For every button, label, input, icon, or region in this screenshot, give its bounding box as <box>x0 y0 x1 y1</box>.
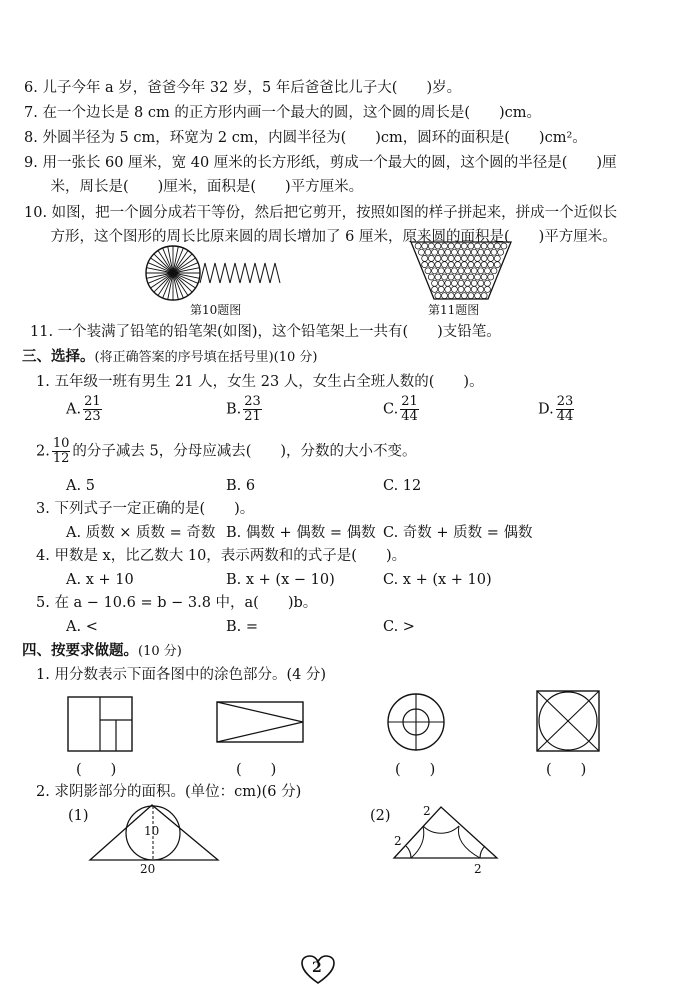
pencil-end <box>488 243 494 249</box>
pencil-end <box>448 293 454 299</box>
pencil-end <box>458 249 464 255</box>
answer-paren-4[interactable]: ( ) <box>546 762 587 778</box>
option-label: D. <box>538 401 554 418</box>
pencil-end <box>451 280 457 286</box>
choice-5-option-c: C. > <box>383 619 415 635</box>
pencil-end <box>491 268 497 274</box>
choice-2-option-b: B. 6 <box>226 478 256 494</box>
pencil-end <box>428 243 434 249</box>
pencil-end <box>425 268 431 274</box>
figure-11-pencil-holder <box>410 240 512 300</box>
figure-2-right-label: 2 <box>474 862 482 876</box>
numerator: 21 <box>401 394 418 409</box>
pencil-end <box>494 255 500 261</box>
pencil-end <box>498 249 504 255</box>
pencil-end <box>422 262 428 268</box>
pencil-end <box>438 249 444 255</box>
choice-5-option-a: A. < <box>66 619 98 635</box>
pencil-end <box>481 243 487 249</box>
pencil-end <box>484 286 490 292</box>
pencil-end <box>491 249 497 255</box>
section-3-note: (将正确答案的序号填在括号里)(10 分) <box>94 350 318 365</box>
question-10-line2: 方形，这个图形的周长比原来圆的周长增加了 6 厘米，原来圆的面积是( )平方厘米。 <box>36 229 617 245</box>
pencil-end <box>461 255 467 261</box>
pencil-end <box>465 249 471 255</box>
pencil-end <box>442 293 448 299</box>
pencil-end <box>445 280 451 286</box>
pencil-end <box>478 280 484 286</box>
pencil-end <box>475 255 481 261</box>
pencil-end <box>481 262 487 268</box>
choice-4-question: 4. 甲数是 x，比乙数大 10，表示两数和的式子是( )。 <box>36 548 407 564</box>
sector-strip <box>200 263 280 283</box>
choice-3-option-c: C. 奇数 + 质数 = 偶数 <box>383 525 533 541</box>
task-2-prompt: 2. 求阴影部分的面积。(单位：cm)(6 分) <box>36 784 302 800</box>
pencil-end <box>435 255 441 261</box>
option-label: C. <box>383 401 399 418</box>
choice-2-option-c: C. 12 <box>383 478 422 494</box>
figure-2-top-label: 2 <box>423 804 431 818</box>
section-4-heading <box>22 641 182 662</box>
pencil-end <box>435 243 441 249</box>
answer-paren-1[interactable]: ( ) <box>76 762 117 778</box>
pencil-end <box>428 255 434 261</box>
pencil-end <box>478 249 484 255</box>
choice-2-question <box>36 437 417 466</box>
pencil-end <box>471 280 477 286</box>
pencil-end <box>458 268 464 274</box>
choice-1-option-a <box>66 395 104 424</box>
pencil-end <box>484 268 490 274</box>
figure-10-caption: 第10题图 <box>190 303 242 317</box>
pencil-end <box>465 286 471 292</box>
pencil-end <box>481 274 487 280</box>
pencil-end <box>442 255 448 261</box>
pencil-end <box>442 262 448 268</box>
pencil-end <box>435 274 441 280</box>
pencil-end <box>432 280 438 286</box>
figure-2-left-label: 2 <box>394 834 402 848</box>
pencil-end <box>435 262 441 268</box>
pencil-end <box>428 274 434 280</box>
pencil-end <box>435 293 441 299</box>
pencil-end <box>471 249 477 255</box>
pencil-end <box>461 274 467 280</box>
choice-1-option-c <box>383 395 421 424</box>
pencil-end <box>484 280 490 286</box>
question-number: 2. <box>36 443 50 460</box>
pencil-end <box>465 280 471 286</box>
pencil-end <box>425 249 431 255</box>
pencil-end <box>475 262 481 268</box>
pencil-end <box>428 262 434 268</box>
pencil-end <box>488 262 494 268</box>
choice-5-option-b: B. = <box>226 619 259 635</box>
choice-3-option-a: A. 质数 × 质数 = 奇数 <box>66 525 216 541</box>
denominator: 12 <box>52 451 70 466</box>
choice-4-option-b: B. x + (x − 10) <box>226 572 335 588</box>
choice-4-option-a: A. x + 10 <box>66 572 134 588</box>
pencil-end <box>481 293 487 299</box>
pencil-end <box>468 293 474 299</box>
pencil-end <box>468 243 474 249</box>
pencil-end <box>461 243 467 249</box>
pencil-end <box>475 243 481 249</box>
choice-4-option-c: C. x + (x + 10) <box>383 572 492 588</box>
numerator: 23 <box>244 394 261 409</box>
pencil-end <box>451 249 457 255</box>
question-10-line1: 10. 如图，把一个圆分成若干等份，然后把它剪开，按照如图的样子拼起来，拼成一个近似长 <box>24 205 618 221</box>
section-3-heading <box>22 347 317 368</box>
pencil-end <box>455 262 461 268</box>
pencil-end <box>438 268 444 274</box>
fraction-figure-concentric-circles <box>386 692 446 752</box>
task-1-prompt: 1. 用分数表示下面各图中的涂色部分。(4 分) <box>36 667 327 683</box>
pencil-end <box>445 286 451 292</box>
pencil-end <box>478 286 484 292</box>
pencil-end <box>455 293 461 299</box>
figure-1-base-label: 20 <box>140 862 156 876</box>
pencil-end <box>448 274 454 280</box>
pencil-end <box>481 255 487 261</box>
pencil-end <box>455 243 461 249</box>
section-3-title: 三、选择。 <box>22 348 95 365</box>
pencil-end <box>445 249 451 255</box>
numerator: 21 <box>84 394 101 409</box>
pencil-end <box>468 255 474 261</box>
numerator: 10 <box>52 436 70 451</box>
pencil-end <box>422 243 428 249</box>
shaded-figure-2-triangle-arcs <box>393 806 499 860</box>
figure-1-height-label: 10 <box>144 824 160 838</box>
pencil-end <box>488 274 494 280</box>
numerator: 23 <box>556 394 574 409</box>
answer-paren-2[interactable]: ( ) <box>236 762 277 778</box>
pencil-end <box>484 249 490 255</box>
figure-2-label: (2) <box>370 808 391 824</box>
pencil-end <box>415 243 421 249</box>
pencil-end <box>468 262 474 268</box>
pencil-end <box>468 274 474 280</box>
pencil-end <box>461 293 467 299</box>
pencil-end <box>438 286 444 292</box>
pencil-end <box>488 255 494 261</box>
denominator: 44 <box>401 409 418 424</box>
question-6: 6. 儿子今年 a 岁，爸爸今年 32 岁，5 年后爸爸比儿子大( )岁。 <box>24 80 462 96</box>
pencil-end <box>442 274 448 280</box>
pencil-end <box>448 255 454 261</box>
figure-11-caption: 第11题图 <box>428 303 480 317</box>
pencil-end <box>422 255 428 261</box>
question-9-line2: 米，周长是( )厘米，面积是( )平方厘米。 <box>36 179 364 195</box>
pencil-end <box>432 286 438 292</box>
pencil-end <box>458 286 464 292</box>
choice-3-option-b: B. 偶数 + 偶数 = 偶数 <box>226 525 376 541</box>
section-4-title: 四、按要求做题。 <box>22 642 138 659</box>
choice-3-question: 3. 下列式子一定正确的是( )。 <box>36 501 255 517</box>
fraction-figure-rectangle-triangle <box>216 701 304 743</box>
figure-10-circle-sectors <box>143 243 203 303</box>
denominator: 21 <box>244 409 261 424</box>
pencil-end <box>494 243 500 249</box>
choice-1-option-b <box>226 395 264 424</box>
pencil-end <box>432 249 438 255</box>
denominator: 23 <box>84 409 101 424</box>
section-4-note: (10 分) <box>138 644 182 659</box>
pencil-end <box>501 243 507 249</box>
fraction-figure-rectangle-split <box>67 696 133 752</box>
option-label: B. <box>226 401 242 418</box>
page-number: 2 <box>312 960 322 976</box>
choice-1-option-d <box>538 395 576 424</box>
pencil-end <box>451 286 457 292</box>
pencil-end <box>494 262 500 268</box>
pencil-end <box>475 274 481 280</box>
pencil-end <box>455 274 461 280</box>
pencil-end <box>471 268 477 274</box>
answer-paren-3[interactable]: ( ) <box>395 762 436 778</box>
pencil-end <box>475 293 481 299</box>
choice-1-question: 1. 五年级一班有男生 21 人，女生 23 人，女生占全班人数的( )。 <box>36 374 484 390</box>
pencil-end <box>432 268 438 274</box>
figure-10-rearranged-strip <box>199 261 281 285</box>
pencil-end <box>438 280 444 286</box>
pencil-end <box>471 286 477 292</box>
pencil-end <box>465 268 471 274</box>
question-11: 11. 一个装满了铅笔的铅笔架(如图)，这个铅笔架上一共有( )支铅笔。 <box>30 324 501 340</box>
pencil-end <box>445 268 451 274</box>
pencil-end <box>455 255 461 261</box>
denominator: 44 <box>556 409 574 424</box>
pencil-end <box>448 243 454 249</box>
choice-2-option-a: A. 5 <box>66 478 95 494</box>
fraction-figure-square-circle-x <box>536 690 600 752</box>
question-text: 的分子减去 5，分母应减去( )，分数的大小不变。 <box>72 443 417 460</box>
pencil-end <box>461 262 467 268</box>
question-9-line1: 9. 用一张长 60 厘米，宽 40 厘米的长方形纸，剪成一个最大的圆，这个圆的半径是( )厘 <box>24 155 617 171</box>
pencil-end <box>478 268 484 274</box>
option-label: A. <box>66 401 82 418</box>
pencil-end <box>451 268 457 274</box>
pencil-end <box>442 243 448 249</box>
pencil-end <box>458 280 464 286</box>
figure-1-label: (1) <box>68 808 89 824</box>
pencil-end <box>448 262 454 268</box>
pencil-end <box>418 249 424 255</box>
question-8: 8. 外圆半径为 5 cm，环宽为 2 cm，内圆半径为( )cm，圆环的面积是( )cm²。 <box>24 130 587 146</box>
choice-5-question: 5. 在 a − 10.6 = b − 3.8 中，a( )b。 <box>36 595 318 611</box>
question-7: 7. 在一个边长是 8 cm 的正方形内画一个最大的圆，这个圆的周长是( )cm。 <box>24 105 542 121</box>
